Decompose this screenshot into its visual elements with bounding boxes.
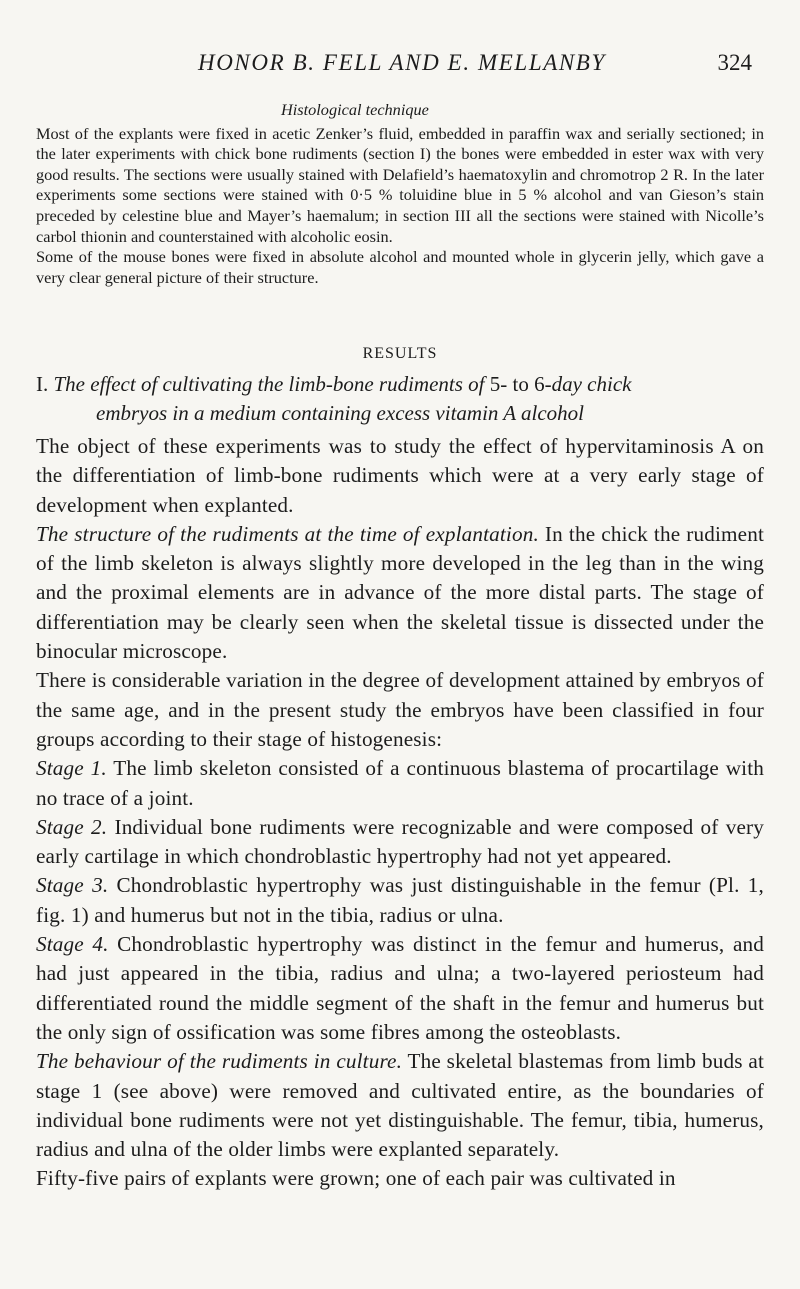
stage-label: Stage 1. — [36, 756, 107, 781]
paragraph-text: In the chick the rudiment of the limb skeleton is always slightly more developed in the leg than in the wing and the proximal elements are in advance of the more distal parts. The stage of differentiation may be clearly seen when the skeletal tissue is dissected under the binocular microscope. — [36, 521, 764, 664]
section-title-part: The effect of cultivating the limb-bone rudiments of — [53, 372, 485, 396]
histological-technique-section — [36, 100, 764, 288]
paragraph — [36, 520, 764, 666]
paragraph: The object of these experiments was to study the effect of hypervitaminosis A on the differentiation of limb-bone rudiments which were at a very early stage of development when explanted. — [36, 434, 764, 517]
paragraph: There is considerable variation in the degree of development attained by embryos of the same age, and in the present study the embryos have been classified in four groups according to their stage of histogenesis: — [36, 668, 764, 751]
paragraph: Most of the explants were fixed in acetic Zenker’s fluid, embedded in paraffin wax and serially sectioned; in the later experiments with chick bone rudiments (section I) the bones were embedded in ester wax with very good results. The sections were usually stained with Delafield’s haematoxylin and chromotrop 2 R. In the later experiments some sections were stained with 0·5 % toluidine blue in 5 % alcohol and van Gieson’s stain preceded by celestine blue and Mayer’s haemalum; in section III all the sections were stained with Nicolle’s carbol thionin and counterstained with alcoholic eosin. — [36, 123, 764, 246]
paragraph — [36, 1047, 764, 1164]
page-number: 324 — [717, 50, 752, 75]
stage-label: Stage 2. — [36, 814, 108, 839]
section-title — [36, 370, 764, 428]
stage-label: Stage 3. — [36, 873, 109, 898]
paragraph: Fifty-five pairs of explants were grown; one of each pair was cultivated in — [36, 1166, 676, 1191]
stage-paragraph — [36, 813, 764, 872]
results-heading: RESULTS — [362, 345, 438, 362]
main-text — [36, 432, 764, 1194]
section-title-part: day chick — [551, 372, 632, 396]
running-head — [0, 50, 800, 80]
stage-paragraph — [36, 871, 764, 930]
paragraph: Some of the mouse bones were fixed in absolute alcohol and mounted whole in glycerin jelly, which gave a very clear general picture of their structure. — [36, 247, 764, 287]
stage-text: Individual bone rudiments were recognizable and were composed of very early cartilage in which chondroblastic hypertrophy had not yet appeared. — [36, 814, 764, 869]
stage-text: Chondroblastic hypertrophy was distinct in the femur and humerus, and had just appeared in the tibia, radius and ulna; a two-layered periosteum had differentiated round the middle segment of the shaft in the femur and humerus but the only sign of ossification was some fibres among the osteoblasts. — [36, 932, 764, 1044]
stage-text: The limb skeleton consisted of a continuous blastema of procartilage with no trace of a joint. — [36, 756, 764, 810]
italic-heading: The behaviour of the rudiments in culture. — [36, 1049, 403, 1074]
running-head-authors: HONOR B. FELL AND E. MELLANBY — [198, 50, 606, 75]
paragraph-text: The skeletal blastemas from limb buds at stage 1 (see above) were removed and cultivated entire, as the boundaries of individual bone rudiments were not yet distinguishable. The femur, tibia, humerus, radius and ulna of the older limbs were explanted separately. — [36, 1049, 764, 1162]
stage-paragraph — [36, 754, 764, 813]
stage-label: Stage 4. — [36, 932, 109, 957]
stage-text: Chondroblastic hypertrophy was just distinguishable in the femur (Pl. 1, fig. 1) and humerus but not in the tibia, radius or ulna. — [36, 873, 764, 927]
italic-heading: The structure of the rudiments at the time of explantation. — [36, 521, 539, 546]
histological-technique-heading: Histological technique — [281, 100, 429, 119]
section-title-line2: embryos in a medium containing excess vitamin A alcohol — [96, 401, 584, 425]
section-title-part: 5- to 6- — [489, 372, 552, 396]
section-number: I. — [36, 372, 49, 396]
stage-paragraph — [36, 930, 764, 1047]
